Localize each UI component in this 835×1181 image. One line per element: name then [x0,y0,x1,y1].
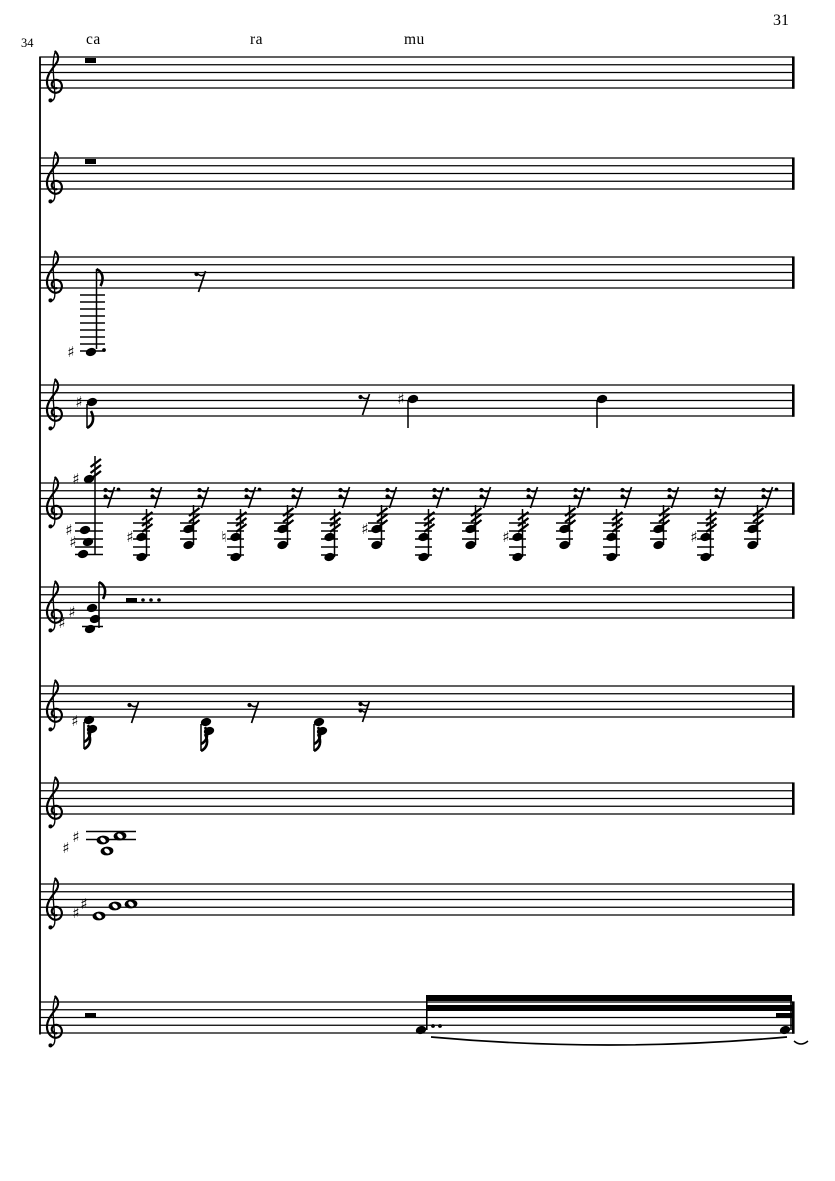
rest-icon [573,494,577,498]
rest-icon [150,494,154,498]
rest-icon [358,708,362,712]
sharp-icon: ♯ [72,828,80,847]
rest-icon [107,497,111,499]
page-number: 31 [773,12,789,29]
staff-end-barline [792,256,795,288]
staff-end-barline [792,384,795,416]
sharp-icon: ♯ [62,839,70,858]
tremolo-beam-stub [776,1013,792,1017]
rest-icon [479,494,483,498]
rest-icon [197,494,201,498]
rest-icon [251,705,258,707]
augmentation-dot [141,598,145,602]
rest-icon [385,494,389,498]
note-head [79,525,91,536]
rest-icon [389,497,393,499]
staff-end-barline [792,586,795,618]
rest-icon [247,703,251,707]
rest-icon [198,274,205,276]
rest-icon [432,494,436,498]
rest-icon [295,497,299,499]
treble-clef-icon [47,478,62,529]
sharp-icon: ♯ [690,528,698,547]
rest-icon [432,488,436,492]
sharp-icon: ♯ [80,895,88,914]
rest-icon [526,488,530,492]
rest-icon [244,488,248,492]
rest-icon [131,705,138,707]
treble-clef-icon [47,52,62,103]
rest-icon [624,497,628,499]
rest-icon [338,488,342,492]
augmentation-dot [157,598,161,602]
rest-icon [530,497,534,499]
rest-icon [761,494,765,498]
rest-icon [362,397,369,399]
rest-icon [714,494,718,498]
measure-number: 34 [21,36,34,50]
note-flag [314,727,320,744]
tremolo-beam [426,1005,792,1011]
treble-clef-icon [47,681,62,732]
rest-icon [667,494,671,498]
augmentation-dot [587,488,591,492]
treble-clef-icon [47,380,62,431]
treble-clef-icon [47,997,62,1048]
treble-clef-icon [47,252,62,303]
lyric-syllable: ra [250,31,264,48]
note-flag [99,582,105,599]
note-head [415,1025,427,1036]
rest-icon [194,272,198,276]
rest-icon [671,497,675,499]
augmentation-dot [149,598,153,602]
augmentation-dot [438,1024,442,1028]
rest-icon [150,488,154,492]
treble-clef-icon [47,153,62,204]
rest-icon [127,703,131,707]
sharp-icon: ♯ [67,343,75,362]
augmentation-dot [102,348,106,352]
rest-icon [103,488,107,492]
augmentation-dot [258,488,262,492]
rest-icon [573,488,577,492]
rest-icon [132,702,139,723]
augmentation-dot [431,1024,435,1028]
staff-end-barline [792,685,795,717]
lyric-syllable: ca [86,31,101,48]
rest-icon [342,497,346,499]
rest-icon [577,497,581,499]
staff-end-barline [792,883,795,915]
rest-icon [248,497,252,499]
rest-icon [363,394,370,415]
sharp-icon: ♯ [58,614,66,633]
note-flag [97,269,103,286]
rest-icon [338,494,342,498]
augmentation-dot [117,488,121,492]
tie [794,1041,808,1044]
staff-end-barline [792,1001,795,1033]
staff-end-barline [792,56,795,88]
rest-icon [385,488,389,492]
sharp-icon: ♯ [397,390,405,409]
note-head [86,603,98,614]
natural-icon: ♮ [221,528,227,547]
rest-icon [244,494,248,498]
rest-icon [436,497,440,499]
block-rest-icon [85,58,96,63]
treble-clef-icon [47,778,62,829]
rest-icon [291,488,295,492]
staff-end-barline [792,157,795,189]
sharp-icon: ♯ [71,712,79,731]
sharp-icon: ♯ [69,533,77,552]
note-flag [201,727,207,744]
sharp-icon: ♯ [72,904,80,923]
rest-icon [358,395,362,399]
note-flag [87,411,93,428]
rest-icon [358,702,362,706]
rest-icon [620,494,624,498]
note-head [84,624,96,635]
rest-icon [197,488,201,492]
sharp-icon: ♯ [72,470,80,489]
rest-icon [154,497,158,499]
rest-icon [765,497,769,499]
rest-icon [526,494,530,498]
rest-icon [199,271,206,292]
block-rest-icon [85,1013,96,1018]
rest-icon [252,702,259,723]
rest-icon [714,488,718,492]
augmentation-dot [775,488,779,492]
sharp-icon: ♯ [68,603,76,622]
note-head [779,1025,791,1036]
lyric-syllable: mu [404,31,425,48]
rest-icon [479,488,483,492]
sharp-icon: ♯ [75,393,83,412]
rest-icon [620,488,624,492]
block-rest-icon [85,159,96,164]
block-rest-icon [126,598,137,603]
rest-icon [201,497,205,499]
rest-icon [362,711,366,713]
staff-end-barline [792,482,795,514]
augmentation-dot [446,488,450,492]
sharp-icon: ♯ [361,520,369,539]
sharp-icon: ♯ [502,528,510,547]
slur [431,1037,787,1045]
rest-icon [667,488,671,492]
treble-clef-icon [47,879,62,930]
system-barline [39,57,41,1035]
rest-icon [718,497,722,499]
rest-icon [362,704,369,706]
staff-end-barline [792,782,795,814]
sharp-icon: ♯ [126,528,134,547]
rest-icon [291,494,295,498]
rest-icon [103,494,107,498]
note-flag [84,725,90,742]
tremolo-beam [426,995,792,1001]
note-head [77,549,89,560]
rest-icon [483,497,487,499]
sharp-icon: ♯ [65,521,73,540]
note-head [85,347,97,358]
rest-icon [761,488,765,492]
